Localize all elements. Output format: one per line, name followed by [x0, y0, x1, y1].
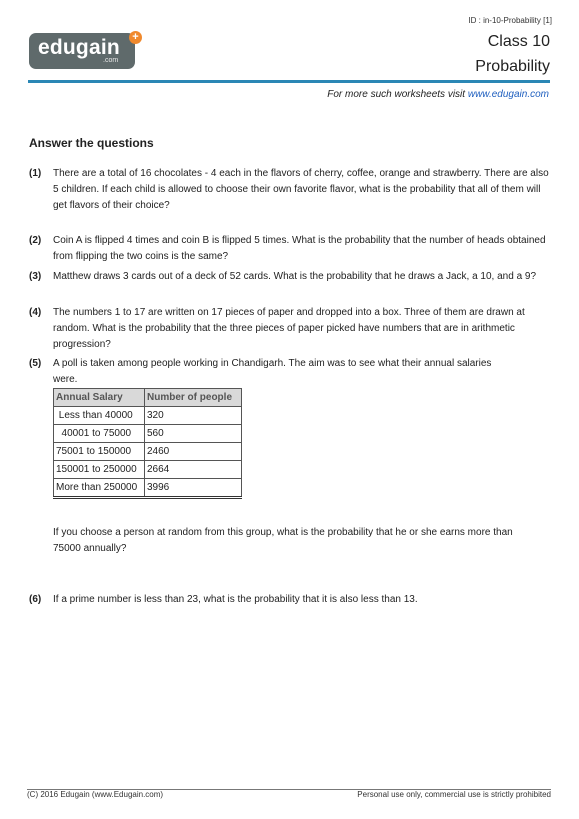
subject-title: Probability — [475, 58, 550, 75]
table-cell: 75001 to 150000 — [54, 443, 145, 461]
table-row — [54, 479, 242, 498]
question-3 — [29, 269, 554, 285]
question-text: The numbers 1 to 17 are written on 17 pieces of paper and dropped into a box. Three of them are drawn at random. What is the probability that the three pieces of paper picked have numbers that are in arithmetic progression? — [53, 307, 525, 350]
more-worksheets-text: For more such worksheets visit — [327, 89, 468, 100]
question-text: There are a total of 16 chocolates - 4 each in the flavors of cherry, coffee, orange and strawberry. There are also 5 children. If each child is allowed to choose their own favorite flavor, what is the probability that all of them will get flavors of their choice? — [53, 168, 549, 211]
logo-text: edugain — [38, 36, 120, 59]
question-number: (6) — [29, 594, 42, 605]
class-title: Class 10 — [487, 33, 550, 50]
column-header: Number of people — [145, 389, 242, 407]
question-4 — [29, 305, 554, 353]
question-5-followup — [29, 525, 554, 557]
table-cell: More than 250000 — [54, 479, 145, 498]
table-header-row — [54, 389, 242, 407]
document-id: ID : in-10-Probability [1] — [468, 16, 552, 25]
table-row — [54, 461, 242, 479]
question-text: Matthew draws 3 cards out of a deck of 52 cards. What is the probability that he draws a Jack, a 10, and a 9? — [53, 271, 537, 282]
question-number: (4) — [29, 307, 42, 318]
edugain-logo — [29, 31, 139, 69]
table-cell: 320 — [145, 407, 242, 425]
question-text: A poll is taken among people working in Chandigarh. The aim was to see what their annual salaries were. — [53, 358, 492, 385]
plus-icon: + — [129, 31, 142, 44]
table-cell: 3996 — [145, 479, 242, 498]
section-heading: Answer the questions — [29, 136, 154, 150]
question-5 — [29, 356, 554, 388]
logo-subtext: .com — [103, 57, 119, 64]
question-2 — [29, 233, 554, 265]
question-number: (2) — [29, 235, 42, 246]
question-text: Coin A is flipped 4 times and coin B is flipped 5 times. What is the probability that the number of heads obtained from flipping the two coins is the same? — [53, 235, 546, 262]
table-cell: 2460 — [145, 443, 242, 461]
table-cell: 560 — [145, 425, 242, 443]
question-number: (5) — [29, 358, 42, 369]
question-number: (1) — [29, 168, 42, 179]
salary-table — [53, 388, 242, 499]
question-followup-text: If you choose a person at random from this group, what is the probability that he or she earns more than 75000 annually? — [53, 527, 513, 554]
footer-usage-note: Personal use only, commercial use is strictly prohibited — [357, 790, 551, 799]
edugain-link[interactable]: www.edugain.com — [467, 89, 549, 100]
table-row — [54, 443, 242, 461]
table-cell: 40001 to 75000 — [54, 425, 145, 443]
question-1 — [29, 166, 554, 214]
table-cell: 2664 — [145, 461, 242, 479]
column-header: Annual Salary — [54, 389, 145, 407]
header-divider — [28, 80, 550, 83]
question-number: (3) — [29, 271, 42, 282]
table-cell: 150001 to 250000 — [54, 461, 145, 479]
table-row — [54, 407, 242, 425]
question-text: If a prime number is less than 23, what is the probability that it is also less than 13. — [53, 594, 418, 605]
footer-copyright: (C) 2016 Edugain (www.Edugain.com) — [27, 790, 164, 799]
table-row — [54, 425, 242, 443]
question-6 — [29, 592, 554, 608]
more-worksheets-line — [327, 89, 549, 100]
table-cell: Less than 40000 — [54, 407, 145, 425]
